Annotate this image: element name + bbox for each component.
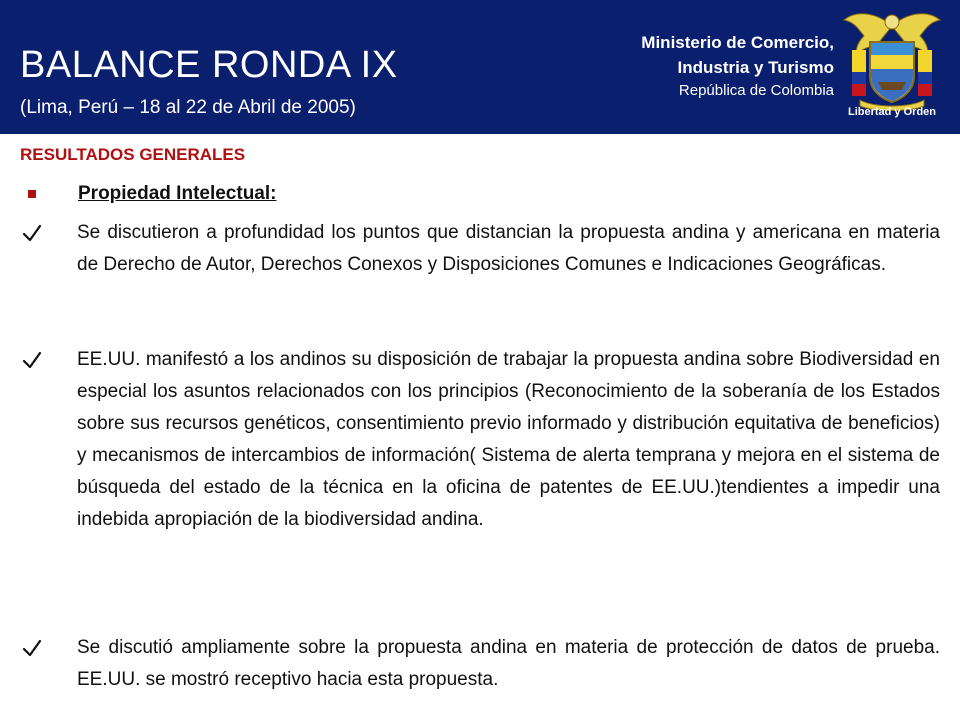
section-title: RESULTADOS GENERALES bbox=[20, 145, 246, 164]
bullet-item bbox=[22, 632, 940, 696]
ministry-block bbox=[641, 30, 834, 102]
ministry-name-line2: Industria y Turismo bbox=[677, 58, 834, 77]
bullet-item bbox=[22, 344, 940, 536]
slide-header bbox=[0, 0, 960, 137]
subheading-text: Propiedad Intelectual: bbox=[78, 183, 277, 204]
bullet-text: EE.UU. manifestó a los andinos su disposición de trabajar la propuesta andina sobre Biodiversidad en especial los asuntos relacionados con los principios (Reconocimiento de la soberanía de los Estados sobre sus recursos genéticos, consentimiento previo informado y distribución equitativa de beneficios) y mecanismos de intercambios de información( Sistema de alerta temprana y mejora en el sistema de búsqueda del estado de la técnica en la oficina de patentes de EE.UU.)tendientes a impedir una indebida apropiación de la biodiversidad andina. bbox=[77, 349, 940, 530]
checkmark-icon bbox=[22, 350, 42, 370]
bullet-item bbox=[22, 217, 940, 281]
slide-subtitle: (Lima, Perú – 18 al 22 de Abril de 2005) bbox=[20, 97, 356, 118]
coat-of-arms-emblem bbox=[838, 6, 946, 130]
country-name: República de Colombia bbox=[678, 82, 834, 99]
checkmark-icon bbox=[22, 223, 42, 243]
checkmark-icon bbox=[22, 638, 42, 658]
bullet-text: Se discutieron a profundidad los puntos que distancian la propuesta andina y americana en materia de Derecho de Autor, Derechos Conexos y Disposiciones Comunes e Indicaciones Geográficas. bbox=[77, 222, 940, 275]
coat-of-arms-icon bbox=[838, 6, 946, 112]
bullet-text: Se discutió ampliamente sobre la propuesta andina en materia de protección de datos de prueba. EE.UU. se mostró receptivo hacia esta propuesta. bbox=[77, 637, 940, 690]
square-bullet-icon bbox=[28, 190, 36, 198]
ministry-name-line1: Ministerio de Comercio, bbox=[641, 33, 834, 52]
slide-title: BALANCE RONDA IX bbox=[20, 44, 398, 86]
subheading-row bbox=[28, 181, 276, 207]
emblem-motto: Libertad y Orden bbox=[847, 106, 937, 118]
